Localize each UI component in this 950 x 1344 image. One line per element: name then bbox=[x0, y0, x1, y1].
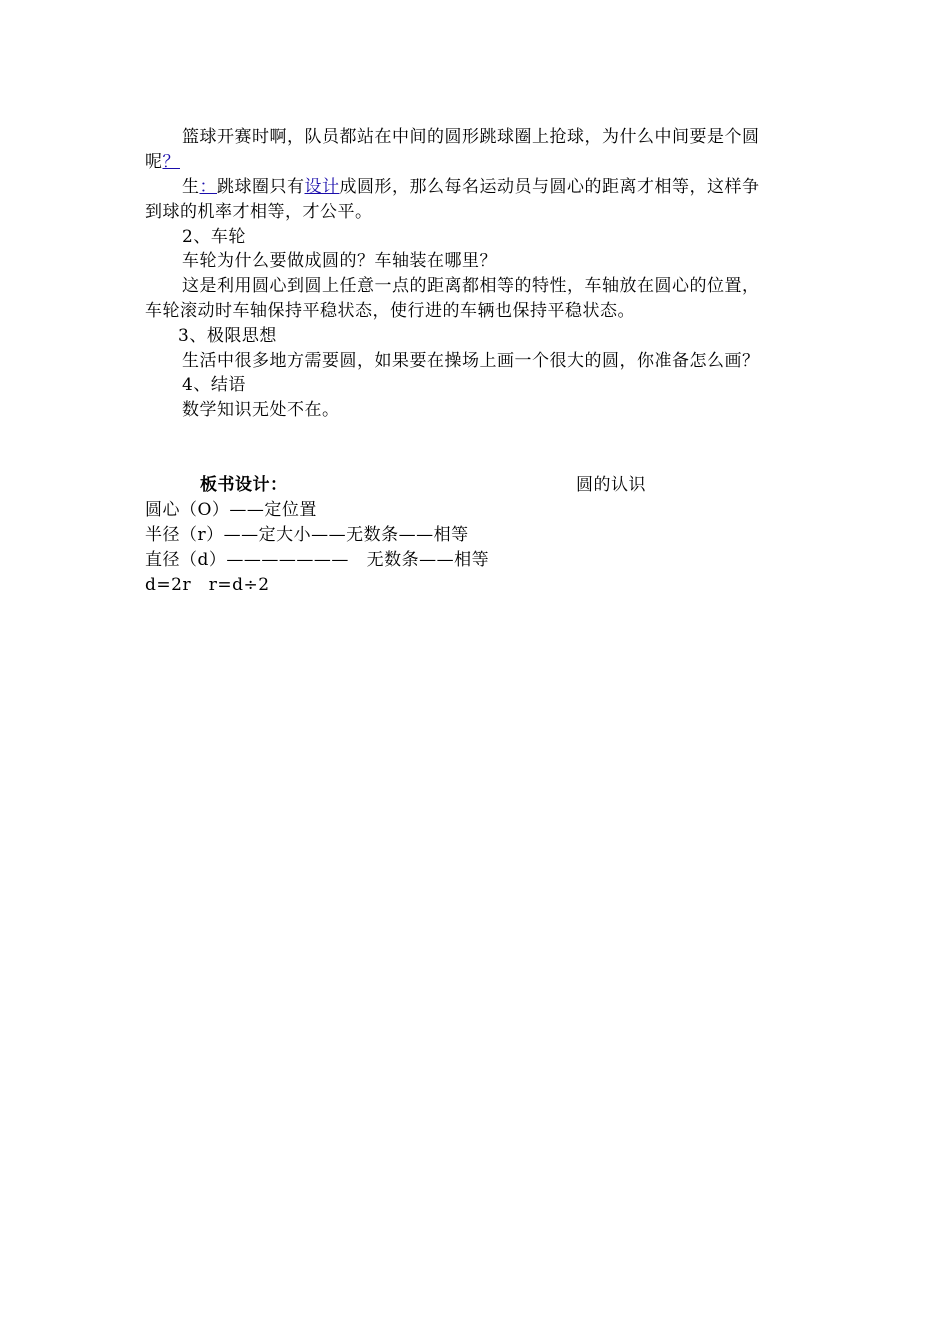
text: 直径（d）——————— 无数条——相等 bbox=[145, 550, 490, 570]
text: 篮球开赛时啊，队员都站在中间的圆形跳球圈上抢球，为什么中间要是个圆 bbox=[182, 127, 760, 147]
design-link[interactable]: 设计 bbox=[304, 177, 340, 197]
section-2-question bbox=[182, 249, 497, 273]
section-2-answer-line-1 bbox=[182, 274, 760, 298]
text: 4、结语 bbox=[182, 375, 246, 395]
board-row-formula bbox=[145, 573, 270, 597]
text: 到球的机率才相等，才公平。 bbox=[145, 202, 373, 222]
text: 2、车轮 bbox=[182, 227, 246, 247]
text: 半径（r）——定大小——无数条——相等 bbox=[145, 525, 469, 545]
text: 车轮为什么要做成圆的？车轴装在哪里？ bbox=[182, 251, 497, 271]
text: 圆的认识 bbox=[576, 475, 646, 495]
text: 生活中很多地方需要圆，如果要在操场上画一个很大的圆，你准备怎么画？ bbox=[182, 351, 760, 371]
paragraph-basketball-line-2 bbox=[145, 150, 180, 174]
text: 3、极限思想 bbox=[178, 326, 277, 346]
text: 这是利用圆心到圆上任意一点的距离都相等的特性，车轴放在圆心的位置， bbox=[182, 276, 760, 296]
board-design-label bbox=[200, 473, 288, 497]
board-row-diameter bbox=[145, 548, 489, 572]
text: d=2r r=d÷2 bbox=[145, 575, 270, 595]
section-4-heading bbox=[182, 373, 246, 397]
section-2-heading bbox=[182, 225, 246, 249]
paragraph-answer-line-2 bbox=[145, 200, 373, 224]
text: 跳球圈只有 bbox=[217, 177, 305, 197]
board-design-title bbox=[576, 473, 646, 497]
text: 生 bbox=[182, 177, 200, 197]
section-3-heading bbox=[178, 324, 277, 348]
paragraph-basketball-line-1 bbox=[182, 125, 760, 149]
question-mark-link[interactable]: ？ bbox=[162, 152, 180, 172]
colon-link[interactable]: ： bbox=[199, 177, 217, 197]
text: 车轮滚动时车轴保持平稳状态，使行进的车辆也保持平稳状态。 bbox=[145, 301, 635, 321]
board-row-center bbox=[145, 498, 317, 522]
section-4-body bbox=[182, 398, 340, 422]
text: 数学知识无处不在。 bbox=[182, 400, 340, 420]
section-3-body bbox=[182, 349, 760, 373]
board-row-radius bbox=[145, 523, 469, 547]
text: 板书设计： bbox=[200, 475, 288, 495]
section-2-answer-line-2 bbox=[145, 299, 635, 323]
text: 成圆形，那么每名运动员与圆心的距离才相等，这样争 bbox=[339, 177, 760, 197]
text: 圆心（O）——定位置 bbox=[145, 500, 317, 520]
paragraph-answer-line-1 bbox=[182, 175, 760, 199]
text: 呢 bbox=[145, 152, 163, 172]
